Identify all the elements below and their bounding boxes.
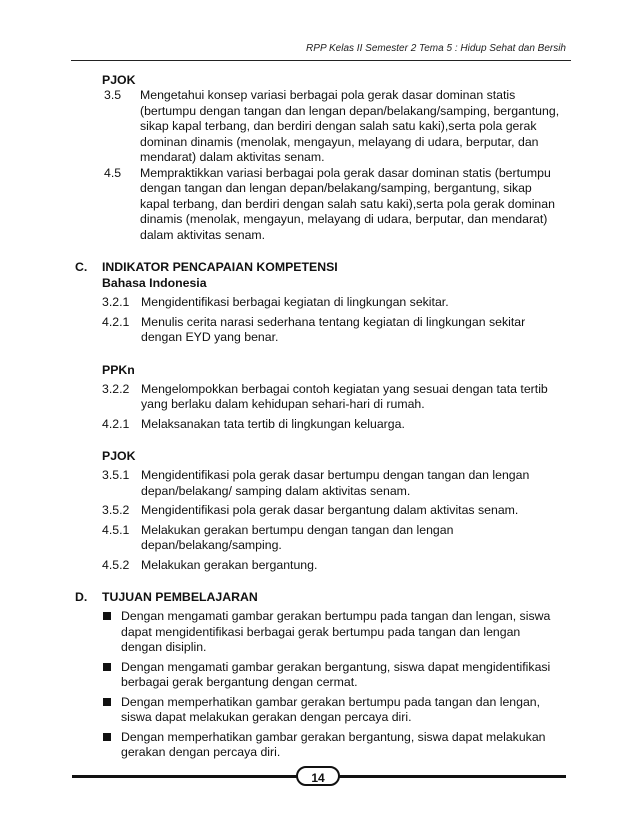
item-text: Melaksanakan tata tertib di lingkungan keluarga. (141, 416, 405, 431)
item-number: 4.5.1 (102, 522, 130, 537)
item-number: 4.2.1 (102, 416, 130, 431)
indicator-item (0, 558, 638, 574)
item-number: 3.5.1 (102, 468, 130, 482)
indicator-item (0, 417, 638, 433)
section-letter: D. (75, 590, 88, 604)
item-text: Mengetahui konsep variasi berbagai pola gerak dasar dominan statis (bertumpu dengan tangan dan lengan depan/belakang/samping, bergantung, sikap kapal terbang, dan berdiri dengan salah satu kaki),serta pola gerak dominan dinamis (menolak, mengayun, melayang di udara, berputar, dan mendarat) dalam aktivitas senam. (140, 88, 560, 164)
header-rule (71, 60, 571, 61)
subject-label-pjok: PJOK (102, 73, 136, 87)
indicator-item (0, 523, 638, 554)
item-text: Mengidentifikasi pola gerak dasar bergantung dalam aktivitas senam. (141, 503, 519, 517)
item-number: 4.5 (104, 165, 122, 180)
footer-rule-left (72, 775, 298, 778)
indicator-item (0, 468, 638, 499)
footer-rule-right (338, 775, 566, 778)
square-bullet-icon (103, 698, 111, 706)
section-heading-d (0, 589, 638, 605)
indicator-item (0, 382, 638, 413)
competency-item (0, 166, 638, 244)
indicator-item (0, 315, 638, 346)
indicator-item (0, 295, 638, 311)
subject-label-pjok: PJOK (102, 449, 136, 463)
page-number: 14 (296, 766, 340, 786)
item-text: Menulis cerita narasi sederhana tentang kegiatan di lingkungan sekitar dengan EYD yang benar. (141, 314, 526, 344)
subject-label-ppkn: PPKn (102, 362, 135, 377)
section-heading-c (0, 259, 638, 275)
objective-text: Dengan mengamati gambar gerakan bergantung, siswa dapat mengidentifikasi berbagai gerak bergantung dengan cermat. (121, 659, 551, 689)
item-number: 3.5 (104, 88, 122, 102)
objective-text: Dengan memperhatikan gambar gerakan bergantung, siswa dapat melakukan gerakan dengan percaya diri. (121, 729, 546, 759)
objective-text: Dengan memperhatikan gambar gerakan bertumpu pada tangan dan lengan, siswa dapat melakukan gerakan dengan percaya diri. (121, 694, 541, 724)
objective-text: Dengan mengamati gambar gerakan bertumpu pada tangan dan lengan, siswa dapat mengidentifikasi berbagai gerak bertumpu pada tangan dan lengan dengan disiplin. (121, 609, 551, 654)
item-text: Mempraktikkan variasi berbagai pola gerak dasar dominan statis (bertumpu dengan tangan dan lengan depan/belakang/samping, bergantung, sikap kapal terbang, dan berdiri dengan salah satu kaki),serta pola gerak dominan dinamis (menolak, mengayun, melayang di udara, berputar, dan mendarat) dalam aktivitas senam. (140, 165, 555, 242)
item-text: Melakukan gerakan bergantung. (141, 557, 318, 572)
section-title: TUJUAN PEMBELAJARAN (102, 590, 258, 604)
page-body (0, 72, 638, 761)
objective-item (0, 609, 638, 656)
competency-item (0, 88, 638, 166)
item-number: 3.2.1 (102, 295, 130, 309)
objective-item (0, 660, 638, 691)
item-number: 4.2.1 (102, 314, 130, 329)
item-text: Mengidentifikasi pola gerak dasar bertumpu dengan tangan dan lengan depan/belakang/ samping dalam aktivitas senam. (141, 468, 530, 498)
item-number: 4.5.2 (102, 557, 130, 572)
running-header: RPP Kelas II Semester 2 Tema 5 : Hidup Sehat dan Bersih (306, 43, 566, 54)
square-bullet-icon (103, 612, 111, 620)
objective-item (0, 730, 638, 761)
item-text: Mengidentifikasi berbagai kegiatan di lingkungan sekitar. (141, 295, 449, 309)
square-bullet-icon (103, 733, 111, 741)
item-number: 3.5.2 (102, 503, 130, 517)
subject-label-bahasa-indonesia: Bahasa Indonesia (102, 276, 207, 290)
indicator-item (0, 503, 638, 519)
item-number: 3.2.2 (102, 381, 130, 396)
square-bullet-icon (103, 663, 111, 671)
item-text: Mengelompokkan berbagai contoh kegiatan yang sesuai dengan tata tertib yang berlaku dalam kehidupan sehari-hari di rumah. (141, 381, 548, 411)
objective-item (0, 695, 638, 726)
section-letter: C. (75, 260, 88, 274)
section-title: INDIKATOR PENCAPAIAN KOMPETENSI (102, 260, 338, 274)
item-text: Melakukan gerakan bertumpu dengan tangan dan lengan depan/belakang/samping. (141, 522, 454, 552)
